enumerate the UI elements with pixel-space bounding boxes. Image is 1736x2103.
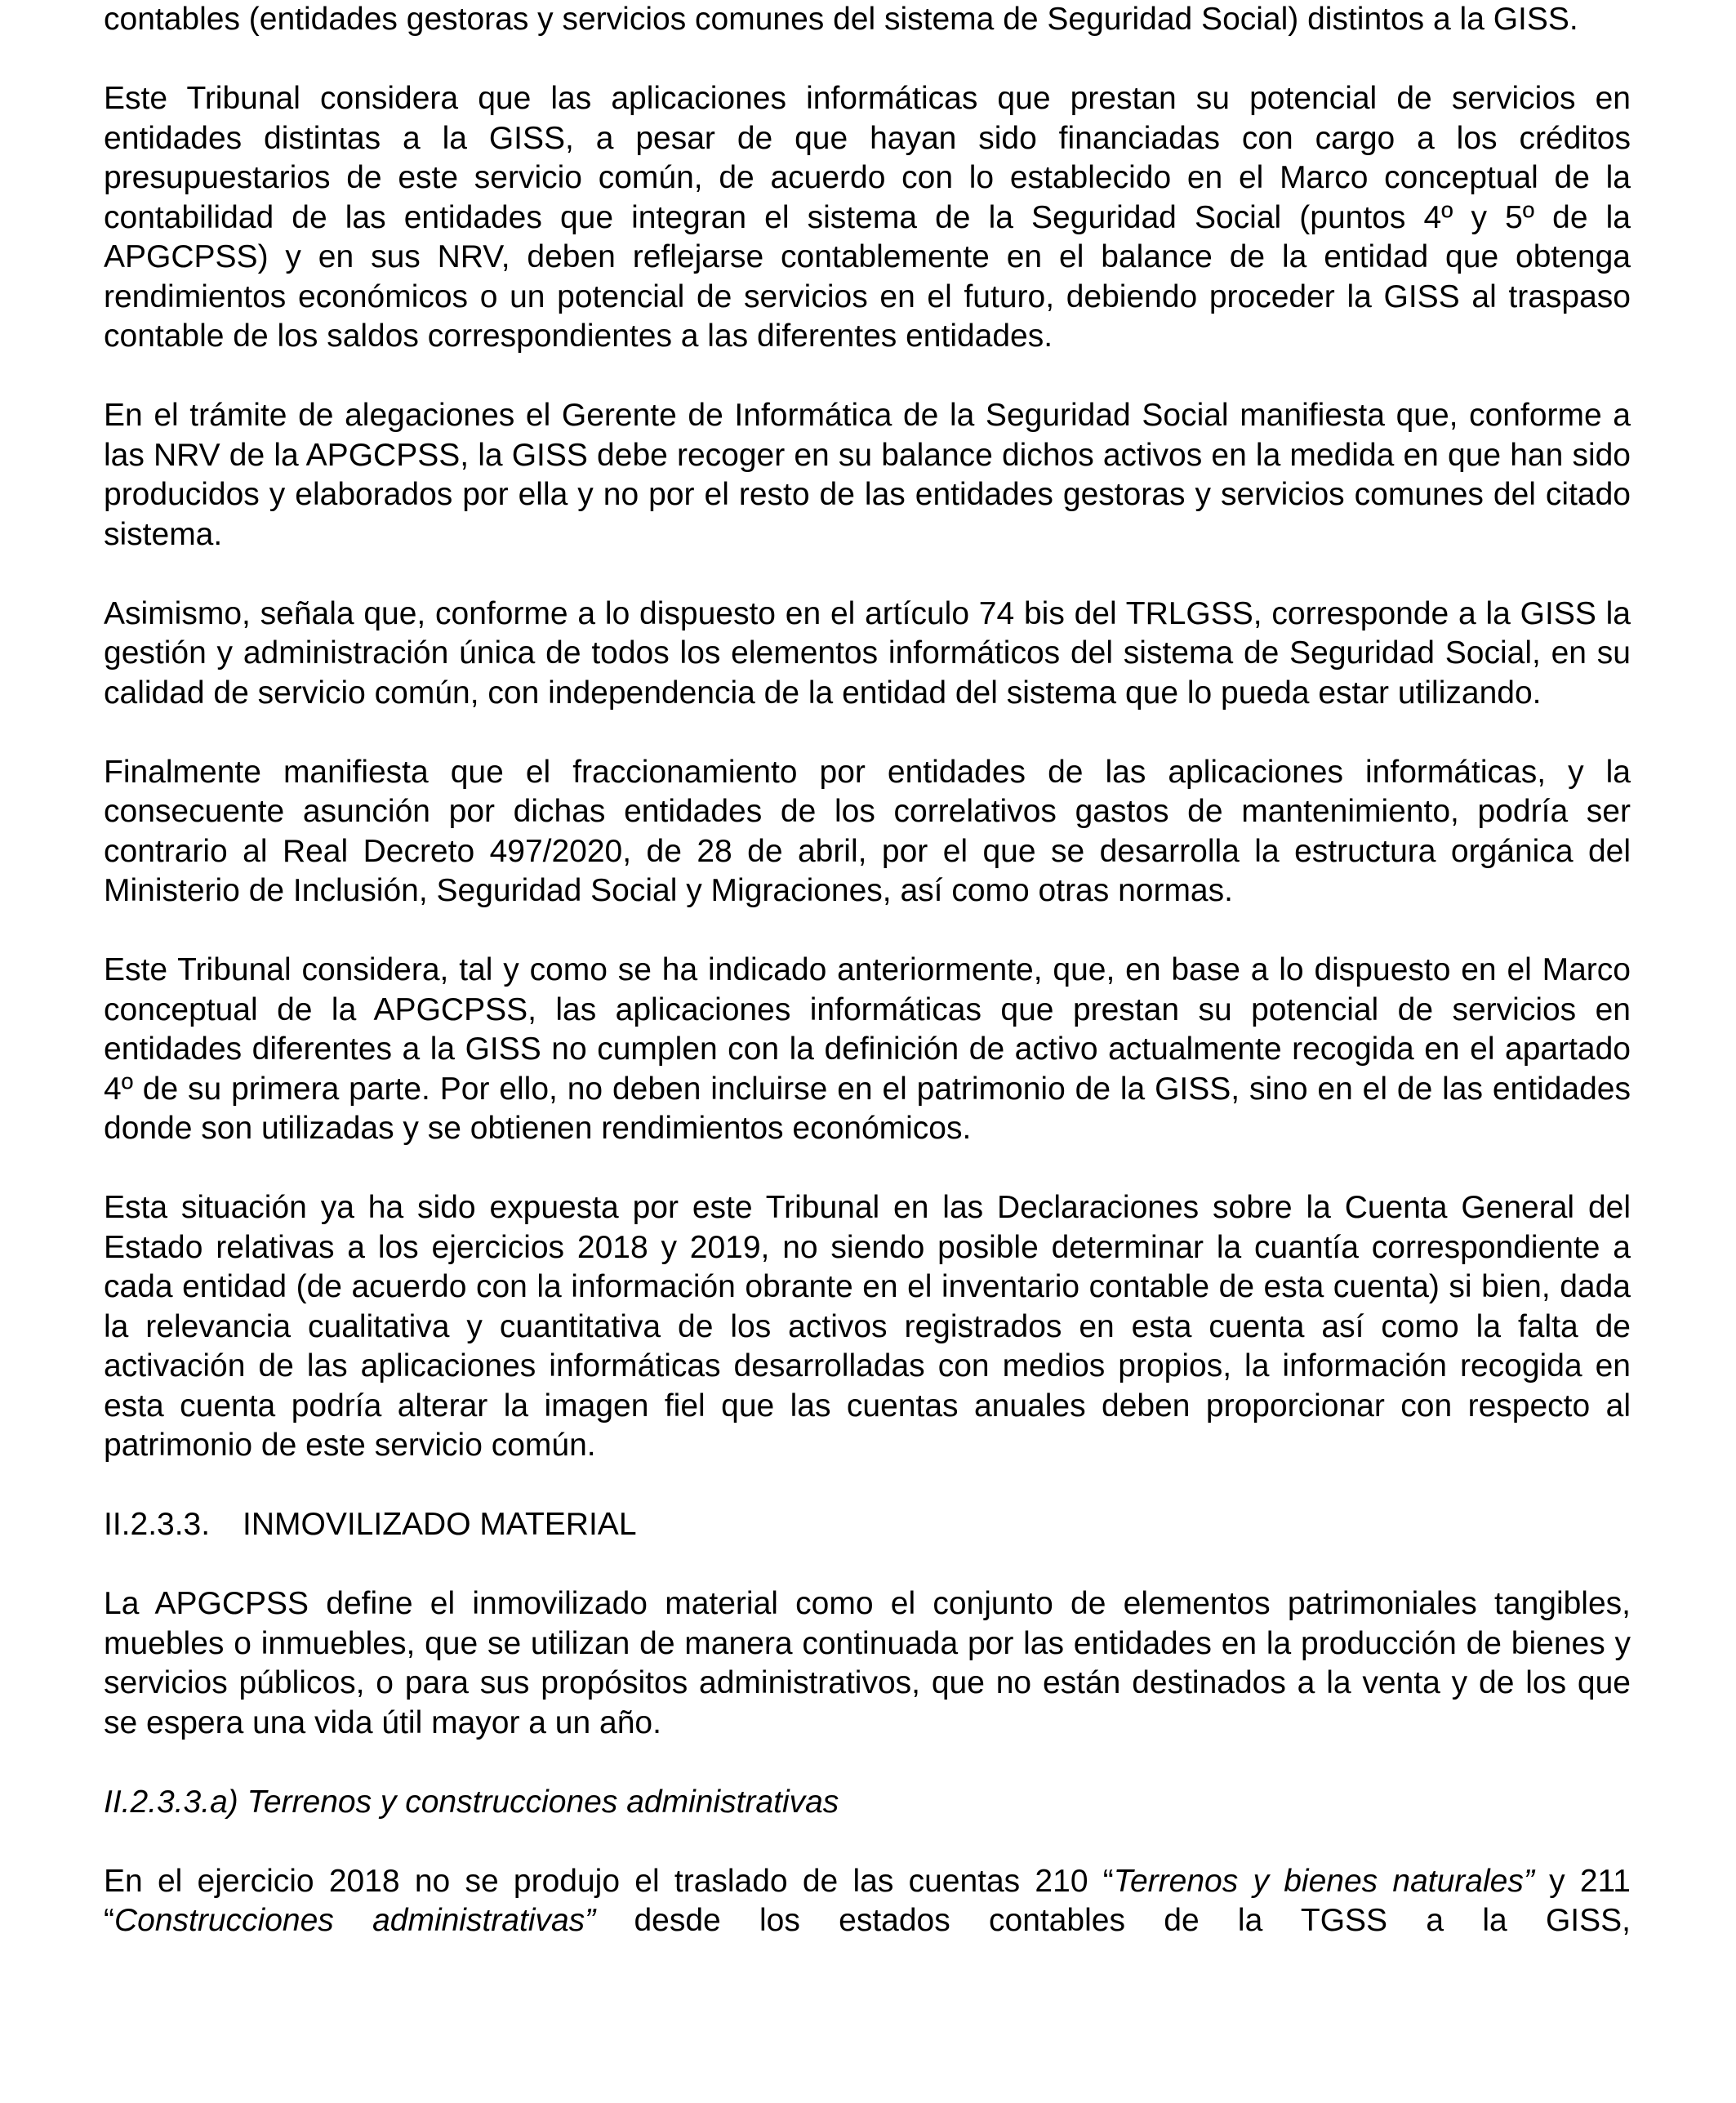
paragraph-7: Esta situación ya ha sido expuesta por este Tribunal en las Declaraciones sobre la Cuenta General del Estado relativas a los ejercicios 2018 y 2019, no siendo posible determinar la cuantía correspondiente a cada entidad (de acuerdo con la información obrante en el inventario contable de esta cuenta) si bien, dada la relevancia cualitativa y cuantitativa de los activos registrados en esta cuenta así como la falta de activación de las aplicaciones informáticas desarrolladas con medios propios, la información recogida en esta cuenta podría alterar la imagen fiel que las cuentas anuales deben proporcionar con respecto al patrimonio de este servicio común. — [104, 1190, 1631, 1463]
document-page — [104, 0, 1631, 1980]
last-paragraph-part1: En el ejercicio 2018 no se produjo el traslado de las cuentas 210 “ — [104, 1863, 1114, 1899]
section-number: II.2.3.3. — [104, 1507, 211, 1542]
paragraph-4: Asimismo, señala que, conforme a lo dispuesto en el artículo 74 bis del TRLGSS, corresponde a la GISS la gestión y administración única de todos los elementos informáticos del sistema de Seguridad Social, en su calidad de servicio común, con independencia de la entidad del sistema que lo pueda estar utilizando. — [104, 595, 1631, 711]
paragraph-6: Este Tribunal considera, tal y como se ha indicado anteriormente, que, en base a lo dispuesto en el Marco conceptual de la APGCPSS, las aplicaciones informáticas que prestan su potencial de servicios en entidades diferentes a la GISS no cumplen con la definición de activo actualmente recogida en el apartado 4º de su primera parte. Por ello, no deben incluirse en el patrimonio de la GISS, sino en el de las entidades donde son utilizadas y se obtienen rendimientos económicos. — [104, 952, 1631, 1146]
last-paragraph-italic2: Construcciones administrativas” — [114, 1903, 596, 1938]
last-paragraph-italic1: Terrenos y bienes naturales” — [1113, 1863, 1534, 1899]
last-paragraph-part2: y 211 “ — [104, 1863, 1631, 1938]
section-paragraph: La APGCPSS define el inmovilizado material como el conjunto de elementos patrimoniales tangibles, muebles o inmuebles, que se utilizan de manera continuada por las entidades en la producción de bienes y servicios públicos, o para sus propósitos administrativos, que no están destinados a la venta y de los que se espera una vida útil mayor a un año. — [104, 1586, 1631, 1740]
paragraph-1: contables (entidades gestoras y servicios comunes del sistema de Seguridad Social) distintos a la GISS. — [104, 2, 1578, 37]
paragraph-5: Finalmente manifiesta que el fraccionamiento por entidades de las aplicaciones informáticas, y la consecuente asunción por dichas entidades de los correlativos gastos de mantenimiento, podría ser contrario al Real Decreto 497/2020, de 28 de abril, por el que se desarrolla la estructura orgánica del Ministerio de Inclusión, Seguridad Social y Migraciones, así como otras normas. — [104, 754, 1631, 908]
section-title: INMOVILIZADO MATERIAL — [243, 1507, 637, 1542]
subsection-heading: II.2.3.3.a) Terrenos y construcciones administrativas — [104, 1784, 839, 1820]
paragraph-3: En el trámite de alegaciones el Gerente de Informática de la Seguridad Social manifiesta que, conforme a las NRV de la APGCPSS, la GISS debe recoger en su balance dichos activos en la medida en que han sido producidos y elaborados por ella y no por el resto de las entidades gestoras y servicios comunes del citado sistema. — [104, 398, 1631, 552]
last-paragraph-part3: desde los estados contables de la TGSS a la GISS, — [595, 1903, 1631, 1938]
last-paragraph — [104, 1862, 1631, 1941]
paragraph-2: Este Tribunal considera que las aplicaciones informáticas que prestan su potencial de servicios en entidades distintas a la GISS, a pesar de que hayan sido financiadas con cargo a los créditos presupuestarios de este servicio común, de acuerdo con lo establecido en el Marco conceptual de la contabilidad de las entidades que integran el sistema de la Seguridad Social (puntos 4º y 5º de la APGCPSS) y en sus NRV, deben reflejarse contablemente en el balance de la entidad que obtenga rendimientos económicos o un potencial de servicios en el futuro, debiendo proceder la GISS al traspaso contable de los saldos correspondientes a las diferentes entidades. — [104, 81, 1631, 354]
section-heading — [104, 1505, 1631, 1545]
